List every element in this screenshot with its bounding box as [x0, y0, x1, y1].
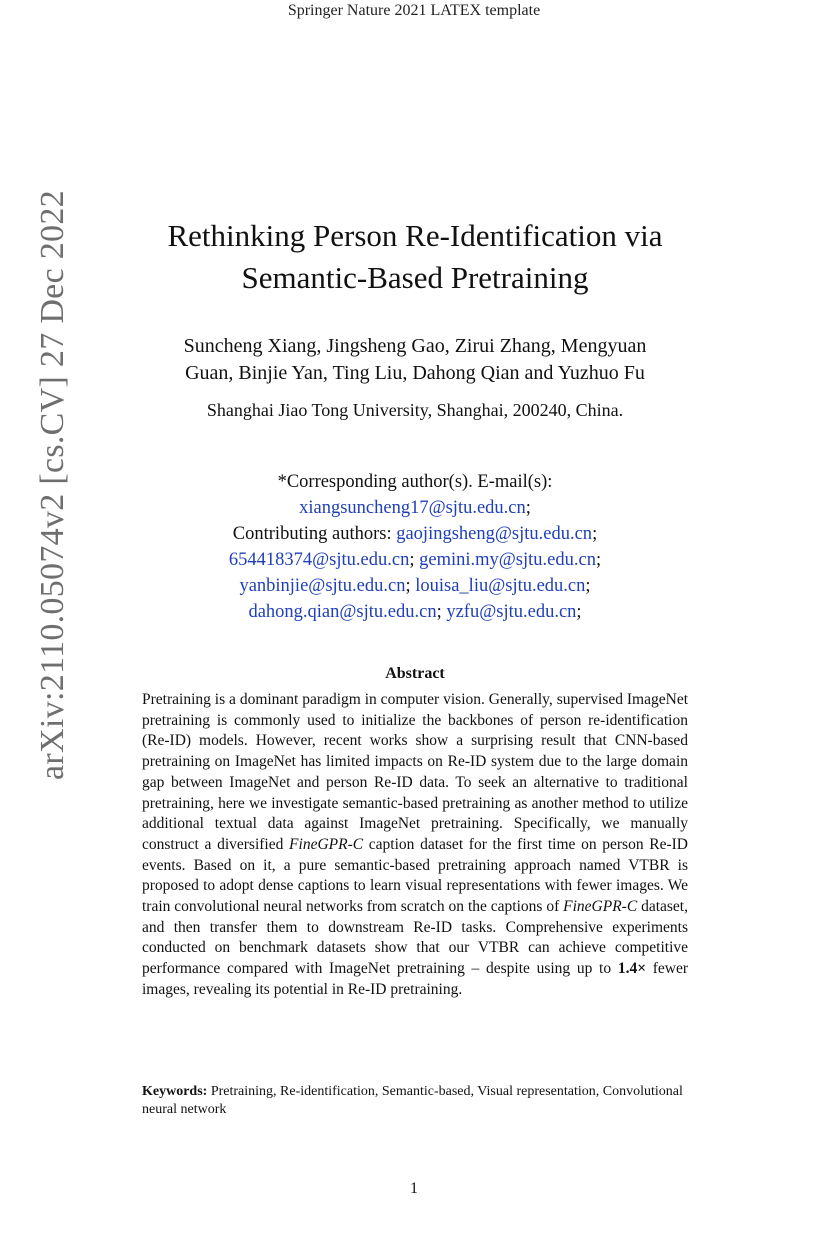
abstract-part-1: Pretraining is a dominant paradigm in computer vision. Generally, supervised ImageNet pretraining is commonly used to initialize the backbones of person re-identification (Re-ID) models. However, recent works show a surprising result that CNN-based pretraining on ImageNet has limited impacts on Re-ID system due to the large domain gap between ImageNet and person Re-ID data. To seek an alternative to traditional pretraining, here we investigate semantic-based pretraining as another method to utilize additional textual data against ImageNet pretraining. Specifically, we manually construct a diversified	[142, 691, 688, 853]
abstract-heading: Abstract	[385, 665, 445, 682]
keywords-text: Pretraining, Re-identification, Semantic-based, Visual representation, Convolutional neural network	[142, 1084, 683, 1117]
affiliation: Shanghai Jiao Tong University, Shanghai, 200240, China.	[206, 400, 624, 420]
email-link[interactable]: gaojingsheng@sjtu.edu.cn	[396, 524, 593, 544]
emphasis-value: 1.4×	[617, 960, 647, 978]
email-link[interactable]: yanbinjie@sjtu.edu.cn	[239, 576, 406, 596]
corresponding-label: *Corresponding author(s). E-mail(s):	[277, 472, 553, 492]
page-number: 1	[410, 1180, 418, 1197]
title-line-1: Rethinking Person Re-Identification via	[167, 218, 663, 253]
authors-line-2: Guan, Binjie Yan, Ting Liu, Dahong Qian and Yuzhuo Fu	[185, 362, 645, 384]
abstract-text	[142, 690, 688, 1001]
keywords-label: Keywords:	[142, 1084, 208, 1099]
email-link[interactable]: 654418374@sjtu.edu.cn	[228, 550, 410, 570]
abstract-part-2: caption dataset for the first time on person Re-ID events. Based on it, a pure semantic-based pretraining approach named VTBR is proposed to adopt dense captions to learn visual representations with fewer images. We train convolutional neural networks from scratch on the captions of	[142, 835, 688, 916]
contact-block: *Corresponding author(s). E-mail(s): xiangsuncheng17@sjtu.edu.cn; Contributing authors: gaojingsheng@sjtu.edu.cn; 654418374@sjtu.edu.cn; gemini.my@sjtu.edu.cn; yanbinjie@sjtu.edu.cn; louisa_liu@sjtu.edu.cn; dahong.qian@sjtu.edu.cn; yzfu@sjtu.edu.cn;	[110, 469, 720, 625]
authors-line-1: Suncheng Xiang, Jingsheng Gao, Zirui Zhang, Mengyuan	[183, 335, 647, 357]
abstract-part-3: dataset, and then transfer them to downstream Re-ID tasks. Comprehensive experiments conducted on benchmark datasets show that our VTBR can achieve competitive performance compared with ImageNet pretraining – despite using up to	[142, 898, 688, 978]
email-link[interactable]: louisa_liu@sjtu.edu.cn	[415, 576, 586, 596]
arxiv-identifier: arXiv:2110.05074v2 [cs.CV] 27 Dec 2022	[34, 190, 71, 780]
email-link[interactable]: gemini.my@sjtu.edu.cn	[419, 550, 596, 570]
contributing-label: Contributing authors:	[232, 524, 392, 544]
abstract-part-4: fewer images, revealing its potential in Re-ID pretraining.	[142, 960, 688, 998]
dataset-name: FineGPR-C	[289, 835, 364, 853]
title-line-2: Semantic-Based Pretraining	[241, 260, 589, 295]
email-link-corresponding[interactable]: xiangsuncheng17@sjtu.edu.cn	[299, 498, 526, 518]
email-link[interactable]: yzfu@sjtu.edu.cn	[446, 602, 577, 622]
paper-title	[110, 215, 720, 299]
dataset-name: FineGPR-C	[563, 898, 638, 916]
keywords	[142, 1083, 688, 1119]
author-list	[110, 333, 720, 387]
email-link[interactable]: dahong.qian@sjtu.edu.cn	[248, 602, 437, 622]
running-header: Springer Nature 2021 LATEX template	[287, 2, 541, 19]
